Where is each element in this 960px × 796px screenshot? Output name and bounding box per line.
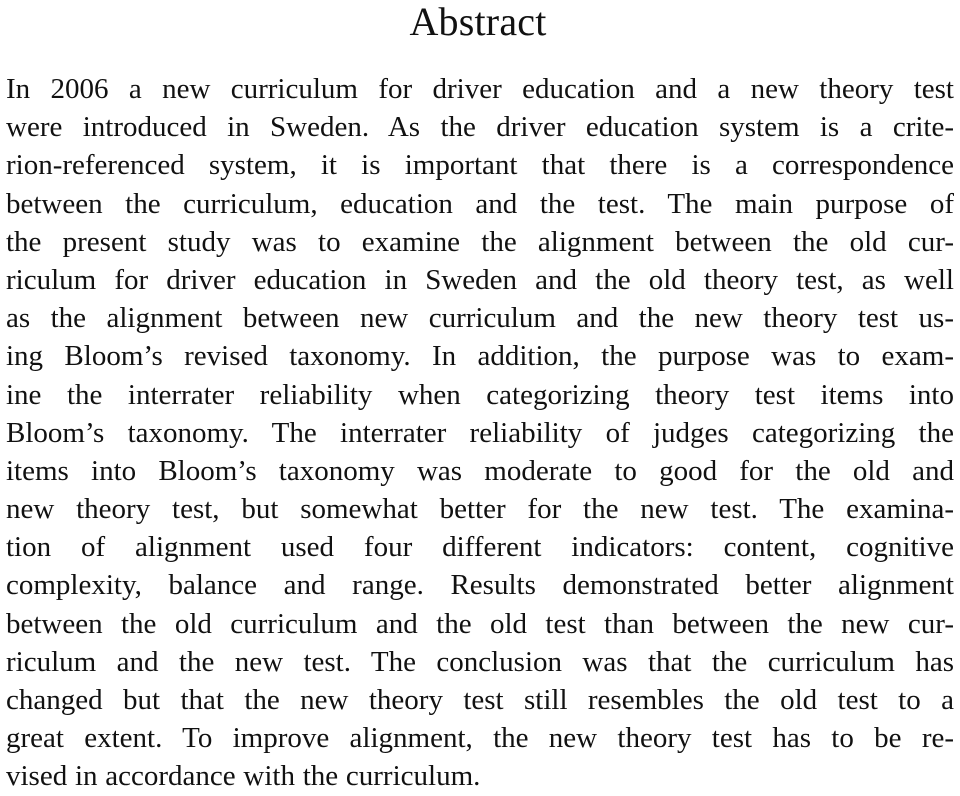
abstract-line: complexity, balance and range. Results demonstrated better alignment xyxy=(6,569,954,602)
abstract-line: were introduced in Sweden. As the driver education system is a crite- xyxy=(6,111,954,144)
abstract-line: riculum and the new test. The conclusion was that the curriculum has xyxy=(6,645,954,678)
abstract-body xyxy=(6,70,954,796)
abstract-line: as the alignment between new curriculum and the new theory test us- xyxy=(6,302,954,335)
abstract-line: ing Bloom’s revised taxonomy. In addition, the purpose was to exam- xyxy=(6,340,954,373)
abstract-line: changed but that the new theory test still resembles the old test to a xyxy=(6,684,954,716)
abstract-line: great extent. To improve alignment, the new theory test has to be re- xyxy=(6,722,954,755)
abstract-line: ine the interrater reliability when categorizing theory test items into xyxy=(6,378,954,411)
abstract-line: In 2006 a new curriculum for driver education and a new theory test xyxy=(6,73,954,105)
abstract-line: between the curriculum, education and the test. The main purpose of xyxy=(6,187,954,220)
abstract-line: items into Bloom’s taxonomy was moderate to good for the old and xyxy=(6,454,954,487)
abstract-line: between the old curriculum and the old test than between the new cur- xyxy=(6,607,954,640)
abstract-line: the present study was to examine the alignment between the old cur- xyxy=(6,225,954,258)
abstract-line: rion-referenced system, it is important that there is a correspondence xyxy=(6,149,954,182)
abstract-line: vised in accordance with the curriculum. xyxy=(6,760,481,793)
abstract-heading: Abstract xyxy=(409,0,547,44)
abstract-line: riculum for driver education in Sweden and the old theory test, as well xyxy=(6,263,954,296)
abstract-line: new theory test, but somewhat better for the new test. The examina- xyxy=(6,493,954,526)
abstract-line: Bloom’s taxonomy. The interrater reliability of judges categorizing the xyxy=(6,416,954,449)
abstract-line: tion of alignment used four different indicators: content, cognitive xyxy=(6,531,954,564)
